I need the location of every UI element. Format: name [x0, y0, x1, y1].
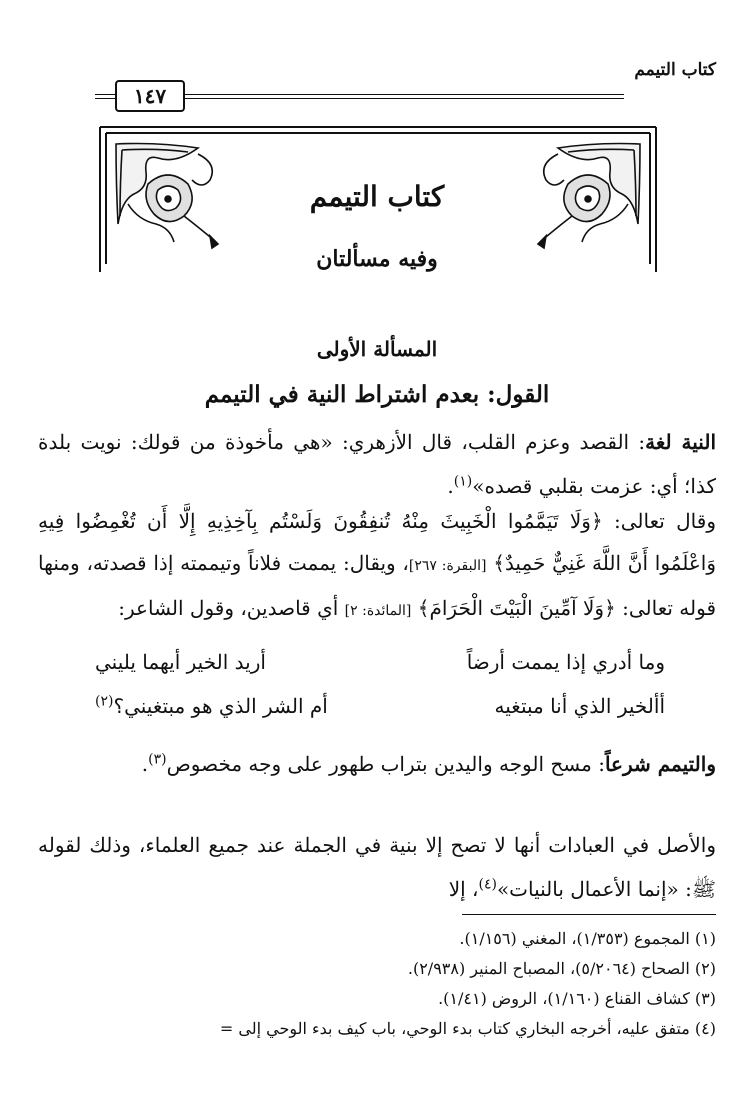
poem-line — [95, 650, 665, 674]
poem-line — [95, 694, 665, 718]
paragraph-principle — [38, 823, 716, 911]
footnote: (٢) الصحاح (٥/٢٠٦٤)، المصباح المنير (٢/٩٣٨). — [407, 959, 716, 978]
term-lead: والتيمم شرعاً — [604, 752, 716, 776]
chapter-title: كتاب التيمم — [309, 180, 445, 213]
paragraph-linguistic-definition — [38, 420, 716, 508]
hemistich-text: أم الشر الذي هو مبتغيني؟ — [113, 694, 328, 718]
paragraph-text: وقال تعالى: ﴿وَلَا تَيَمَّمُوا الْخَبِيثَ مِنْهُ تُنفِقُونَ وَلَسْتُم بِآخِذِيهِ إِلَّا أَن تُغْمِضُوا فِيهِ وَاعْلَمُوا أَنَّ اللَّهَ غَنِيٌّ حَمِيدٌ﴾ — [38, 509, 716, 575]
footnote-marker: (١) — [453, 473, 473, 490]
paragraph-end: . — [141, 752, 149, 776]
paragraph-text: : مسح الوجه واليدين بتراب طهور على وجه مخصوص — [166, 752, 605, 776]
verse-reference: [المائدة: ٢] — [344, 603, 412, 619]
footnote-marker: (٤) — [478, 876, 497, 893]
running-head-title: كتاب التيمم — [634, 60, 716, 80]
paragraph-text: : القصد وعزم القلب، قال الأزهري: «هي مأخوذة من قولك: نويت بلدة كذا؛ أي: عزمت بقلبي قصده» — [38, 430, 716, 498]
hemistich-left — [95, 694, 328, 718]
hemistich-right: وما أدري إذا يممت أرضاً — [466, 650, 665, 674]
footnote-marker: (٢) — [95, 693, 114, 710]
term-lead: النية لغة — [645, 430, 716, 454]
paragraph-legal-definition — [38, 742, 716, 786]
paragraph-quran-usage — [38, 500, 716, 632]
opinion-heading: القول: بعدم اشتراط النية في التيمم — [204, 381, 550, 408]
footnote-marker: (٣) — [148, 751, 167, 768]
footnote: (٣) كشاف القناع (١/١٦٠)، الروض (١/٤١). — [438, 989, 716, 1008]
paragraph-end: . — [447, 474, 454, 498]
hemistich-right: أألخير الذي أنا مبتغيه — [494, 694, 665, 718]
verse-reference: [البقرة: ٢٦٧] — [408, 558, 487, 574]
chapter-subtitle: وفيه مسألتان — [316, 246, 438, 272]
header-rule-top — [185, 94, 624, 95]
footnote: (١) المجموع (١/٣٥٣)، المغني (١/١٥٦). — [459, 929, 716, 948]
page-number-box — [115, 80, 185, 112]
header-rule-left-bottom — [95, 98, 115, 99]
hemistich-left: أريد الخير أيهما يليني — [95, 650, 266, 674]
header-rule-bottom — [185, 98, 624, 99]
paragraph-text: والأصل في العبادات أنها لا تصح إلا بنية في الجملة عند جميع العلماء، وذلك لقوله ﷺ: «إنما الأعمال بالنيات» — [38, 833, 717, 901]
paragraph-text: أي قاصدين، وقول الشاعر: — [118, 596, 339, 620]
issue-heading: المسألة الأولى — [316, 337, 438, 361]
page-number: ١٤٧ — [133, 84, 167, 108]
paragraph-text: ، ويقال: يممت فلاناً وتيممته إذا قصدته، ومنها قوله تعالى: ﴿وَلَا آمِّينَ الْبَيْتَ الْحَرَامَ﴾ — [38, 551, 716, 620]
header-rule-left-top — [95, 94, 115, 95]
paragraph-end: ، إلا — [448, 877, 479, 901]
footnote: (٤) متفق عليه، أخرجه البخاري كتاب بدء الوحي، باب كيف بدء الوحي إلى = — [219, 1019, 716, 1038]
footnote-separator — [462, 914, 716, 915]
